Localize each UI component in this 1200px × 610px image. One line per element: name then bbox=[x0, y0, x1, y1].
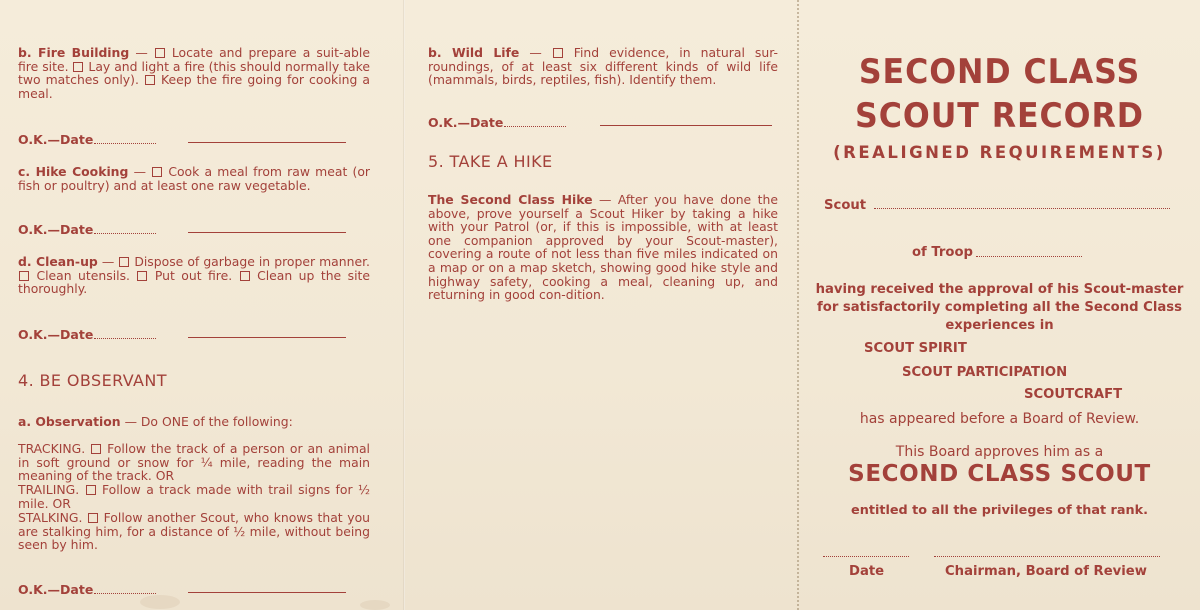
stalking-paragraph: STALKING. Follow another Scout, who knows that you are stalking him, for a distance of ½ mile, without being seen by him. bbox=[18, 510, 370, 553]
date-field[interactable] bbox=[94, 143, 156, 144]
signature-field[interactable] bbox=[188, 232, 346, 233]
scout-participation-item: SCOUT PARTICIPATION bbox=[902, 365, 1068, 380]
rank-title: SECOND CLASS SCOUT bbox=[848, 461, 1151, 487]
checkbox[interactable] bbox=[88, 513, 98, 523]
hike-cooking-paragraph: c. Hike Cooking — Cook a meal from raw meat (or fish or poultry) and at least one raw vegetable. bbox=[18, 164, 370, 193]
date-field[interactable] bbox=[94, 233, 156, 234]
chairman-label: Chairman, Board of Review bbox=[945, 564, 1147, 579]
ok-date-row bbox=[428, 116, 772, 130]
clean-up-paragraph: d. Clean-up — Dispose of garbage in proper manner. Clean utensils. Put out fire. Clean up the site thoroughly. bbox=[18, 254, 371, 297]
section-4-heading: 4. BE OBSERVANT bbox=[18, 371, 167, 390]
ok-date-row bbox=[18, 583, 346, 597]
date-signature-field[interactable] bbox=[823, 556, 909, 557]
record-subtitle: (REALIGNED REQUIREMENTS) bbox=[833, 143, 1166, 162]
tracking-paragraph: TRACKING. Follow the track of a person or an animal in soft ground or snow for ¼ mile, reading the main meaning of the track. OR bbox=[18, 441, 370, 484]
date-label: Date bbox=[849, 564, 885, 579]
signature-field[interactable] bbox=[188, 142, 346, 143]
section-5-heading: 5. TAKE A HIKE bbox=[428, 152, 553, 171]
checkbox[interactable] bbox=[19, 271, 29, 281]
ok-date-row bbox=[18, 223, 346, 237]
scoutcraft-item: SCOUTCRAFT bbox=[1024, 387, 1123, 402]
second-class-hike-title: The Second Class Hike bbox=[428, 192, 593, 207]
troop-number-field[interactable] bbox=[976, 256, 1082, 257]
chairman-signature-field[interactable] bbox=[934, 556, 1160, 557]
checkbox[interactable] bbox=[152, 167, 162, 177]
second-class-hike-paragraph: The Second Class Hike — After you have done the above, prove yourself a Scout Hiker by taking a hike with your Patrol (or, if this is impossible, with at least one companion approved by your Scout-master), covering a route of not less than five miles indicated on a map or on a map sketch, showing good hike style and highway safety, cooking a meal, cleaning up, and returning in good con-dition. bbox=[428, 192, 778, 303]
paper-stain bbox=[360, 600, 390, 610]
observation-title: a. Observation bbox=[18, 414, 121, 429]
ok-date-label: O.K.—Date bbox=[18, 582, 94, 597]
entitled-text: entitled to all the privileges of that rank. bbox=[851, 503, 1148, 518]
record-title-line2: SCOUT RECORD bbox=[855, 96, 1144, 136]
checkbox[interactable] bbox=[240, 271, 250, 281]
hike-cooking-title: c. Hike Cooking bbox=[18, 164, 129, 179]
board-review-text: has appeared before a Board of Review. bbox=[859, 411, 1140, 427]
signature-field[interactable] bbox=[188, 337, 346, 338]
date-field[interactable] bbox=[504, 126, 566, 127]
checkbox[interactable] bbox=[155, 48, 165, 58]
fire-building-title: b. Fire Building bbox=[18, 45, 130, 60]
scout-name-field[interactable] bbox=[874, 208, 1170, 209]
ok-date-row bbox=[18, 328, 346, 342]
observation-paragraph: a. Observation — Do ONE of the following: bbox=[18, 414, 293, 429]
date-field[interactable] bbox=[94, 593, 156, 594]
clean-up-title: d. Clean-up bbox=[18, 254, 98, 269]
approval-text: having received the approval of his Scout-master for satisfactorily completing all the Second Class experiences in bbox=[815, 282, 1184, 333]
board-approves-text: This Board approves him as a bbox=[895, 444, 1104, 460]
signature-field[interactable] bbox=[188, 592, 346, 593]
wild-life-paragraph: b. Wild Life — Find evidence, in natural sur-roundings, of at least six different kinds of wild life (mammals, birds, reptiles, fish). Identify them. bbox=[428, 45, 778, 88]
ok-date-label: O.K.—Date bbox=[18, 327, 94, 342]
record-title-line1: SECOND CLASS bbox=[858, 52, 1141, 92]
checkbox[interactable] bbox=[137, 271, 147, 281]
signature-field[interactable] bbox=[600, 125, 772, 126]
checkbox[interactable] bbox=[119, 257, 129, 267]
scout-spirit-item: SCOUT SPIRIT bbox=[864, 341, 967, 356]
troop-label: of Troop bbox=[912, 245, 973, 260]
ok-date-label: O.K.—Date bbox=[18, 222, 94, 237]
ok-date-row bbox=[18, 133, 346, 147]
wild-life-title: b. Wild Life bbox=[428, 45, 520, 60]
checkbox[interactable] bbox=[73, 62, 83, 72]
date-field[interactable] bbox=[94, 338, 156, 339]
checkbox[interactable] bbox=[91, 444, 101, 454]
fold-crease bbox=[403, 0, 405, 610]
checkbox[interactable] bbox=[553, 48, 563, 58]
scout-label: Scout bbox=[824, 198, 867, 213]
ok-date-label: O.K.—Date bbox=[428, 115, 504, 130]
trailing-paragraph: TRAILING. Follow a track made with trail signs for ½ mile. OR bbox=[18, 482, 370, 511]
paper-stain bbox=[140, 595, 180, 609]
checkbox[interactable] bbox=[86, 485, 96, 495]
perforation-line bbox=[797, 0, 799, 610]
ok-date-label: O.K.—Date bbox=[18, 132, 94, 147]
fire-building-paragraph: b. Fire Building — Locate and prepare a suit-able fire site. Lay and light a fire (this should normally take two matches only). Keep the fire going for cooking a meal. bbox=[18, 45, 370, 101]
checkbox[interactable] bbox=[145, 75, 155, 85]
